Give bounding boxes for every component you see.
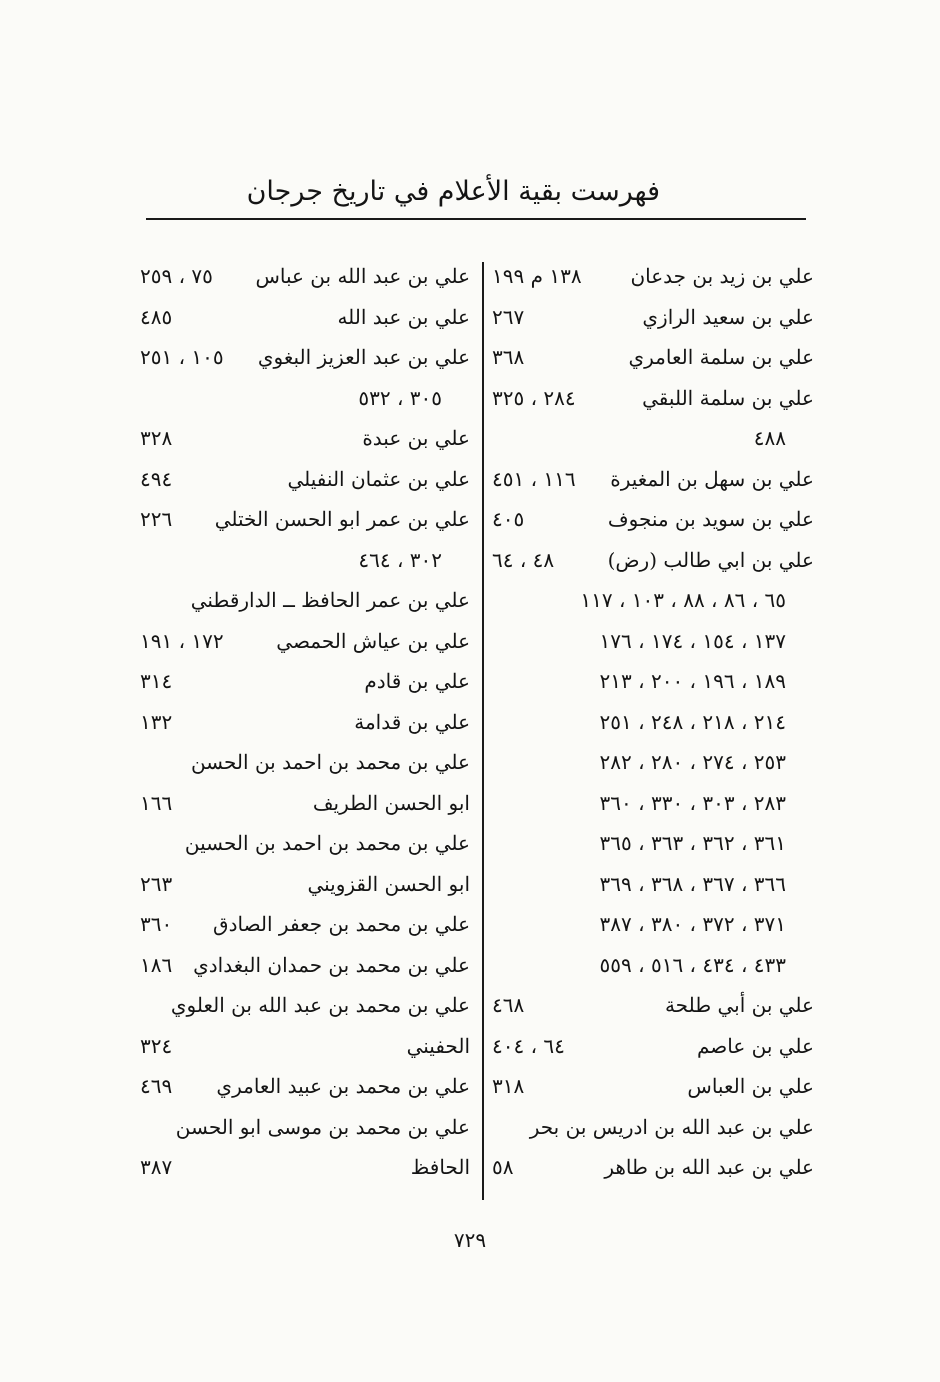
entry-name: ابو الحسن القزويني	[307, 871, 470, 896]
index-entry	[140, 661, 470, 702]
index-entry	[140, 499, 470, 540]
entry-name: علي بن عثمان النفيلي	[287, 466, 470, 491]
entry-name: ٢٥٣ ، ٢٧٤ ، ٢٨٠ ، ٢٨٢	[599, 750, 786, 775]
entry-pages: ٣٦٠	[140, 912, 173, 937]
entry-pages: ٤٠٥	[492, 507, 525, 532]
index-entry	[140, 742, 470, 783]
entry-pages: ١١٦ ، ٤٥١	[492, 466, 576, 491]
index-entry	[140, 540, 470, 581]
entry-pages: ٢٦٣	[140, 871, 173, 896]
entry-name: علي بن عبد الله بن عباس	[255, 264, 470, 289]
entry-pages: ٢٨٤ ، ٣٢٥	[492, 385, 576, 410]
entry-name: الحافظ	[410, 1155, 470, 1180]
entry-name: علي بن سلمة اللبقي	[642, 385, 814, 410]
index-entry	[140, 1026, 470, 1067]
entry-name: ١٨٩ ، ١٩٦ ، ٢٠٠ ، ٢١٣	[599, 669, 786, 694]
entry-name: علي بن محمد بن احمد بن الحسين	[184, 831, 470, 856]
entry-name: علي بن عبد الله بن ادريس بن بحر	[529, 1114, 814, 1139]
entry-name: علي بن محمد بن عبد الله بن العلوي	[170, 993, 470, 1018]
index-entry	[492, 1066, 814, 1107]
entry-pages: ٣٦٨	[492, 345, 525, 370]
index-entry	[492, 580, 814, 621]
entry-pages: ٧٥ ، ٢٥٩	[140, 264, 213, 289]
index-entry	[492, 661, 814, 702]
entry-name: علي بن محمد بن عبيد العامري	[216, 1074, 470, 1099]
entry-pages: ٦٤ ، ٤٠٤	[492, 1033, 565, 1058]
entry-name: علي بن سويد بن منجوف	[607, 507, 814, 532]
entry-name: علي بن عبد الله بن طاهر	[604, 1155, 814, 1180]
entry-name: علي بن قادم	[364, 669, 470, 694]
index-entry	[492, 1147, 814, 1188]
entry-name: ١٣٧ ، ١٥٤ ، ١٧٤ ، ١٧٦	[599, 628, 786, 653]
index-entry	[140, 378, 470, 419]
entry-name: ٣٠٥ ، ٥٣٢	[358, 385, 442, 410]
index-entry	[492, 864, 814, 905]
index-entry	[492, 540, 814, 581]
index-entry	[492, 945, 814, 986]
index-entry	[140, 1107, 470, 1148]
entry-name: ابو الحسن الطريف	[312, 790, 470, 815]
column-divider	[482, 262, 484, 1200]
entry-pages: ٣١٨	[492, 1074, 525, 1099]
index-entry	[140, 297, 470, 338]
page-title: فهرست بقية الأعلام في تاريخ جرجان	[246, 176, 660, 207]
index-column-left	[140, 256, 470, 1188]
entry-name: علي بن زيد بن جدعان	[630, 264, 814, 289]
entry-name: علي بن قدامة	[354, 709, 470, 734]
index-entry	[140, 459, 470, 500]
entry-name: علي بن عبدة	[362, 426, 470, 451]
entry-name: ٦٥ ، ٨٦ ، ٨٨ ، ١٠٣ ، ١١٧	[580, 588, 786, 613]
entry-name: ٢١٤ ، ٢١٨ ، ٢٤٨ ، ٢٥١	[599, 709, 786, 734]
index-entry	[492, 297, 814, 338]
index-entry	[140, 418, 470, 459]
entry-name: علي بن عبد العزيز البغوي	[257, 345, 470, 370]
index-entry	[492, 256, 814, 297]
index-entry	[492, 985, 814, 1026]
entry-pages: ٤٦٨	[492, 993, 525, 1018]
entry-pages: ٣٨٧	[140, 1155, 173, 1180]
index-entry	[140, 945, 470, 986]
page-number: ٧٢٩	[453, 1228, 487, 1252]
entry-pages: ٣٢٤	[140, 1033, 173, 1058]
index-entry	[140, 1147, 470, 1188]
entry-pages: ١٨٦	[140, 952, 173, 977]
entry-pages: ٤٩٤	[140, 466, 173, 491]
entry-name: علي بن سهل بن المغيرة	[610, 466, 814, 491]
entry-name: علي بن محمد بن حمدان البغدادي	[193, 952, 470, 977]
entry-name: ٣٠٢ ، ٤٦٤	[358, 547, 442, 572]
entry-name: علي بن عمر الحافظ ــ الدارقطني	[190, 588, 470, 613]
index-entry	[492, 1026, 814, 1067]
index-entry	[140, 337, 470, 378]
index-entry	[140, 864, 470, 905]
entry-name: ٤٨٨	[753, 426, 786, 451]
index-entry	[140, 256, 470, 297]
entry-pages: ٢٦٧	[492, 304, 525, 329]
index-entry	[140, 580, 470, 621]
entry-pages: ١٣٨ م ١٩٩	[492, 264, 582, 289]
entry-name: علي بن عياش الحمصي	[276, 628, 470, 653]
entry-pages: ٥٨	[492, 1155, 514, 1180]
entry-name: علي بن عاصم	[696, 1033, 814, 1058]
index-entry	[140, 783, 470, 824]
index-entry	[492, 904, 814, 945]
entry-pages: ٤٨ ، ٦٤	[492, 547, 555, 572]
entry-pages: ١٣٢	[140, 709, 173, 734]
entry-name: ٣٦٦ ، ٣٦٧ ، ٣٦٨ ، ٣٦٩	[599, 871, 786, 896]
index-entry	[492, 499, 814, 540]
entry-name: الحفيني	[406, 1033, 470, 1058]
index-entry	[492, 378, 814, 419]
entry-name: ٣٦١ ، ٣٦٢ ، ٣٦٣ ، ٣٦٥	[599, 831, 786, 856]
index-entry	[492, 621, 814, 662]
entry-pages: ٣٢٨	[140, 426, 173, 451]
index-entry	[492, 418, 814, 459]
entry-pages: ٢٢٦	[140, 507, 173, 532]
entry-name: علي بن ابي طالب (رض)	[607, 547, 814, 572]
entry-name: علي بن سلمة العامري	[628, 345, 814, 370]
index-entry	[492, 702, 814, 743]
entry-name: علي بن محمد بن موسى ابو الحسن	[175, 1114, 470, 1139]
index-entry	[492, 823, 814, 864]
index-entry	[140, 985, 470, 1026]
index-entry	[140, 702, 470, 743]
entry-name: علي بن سعيد الرازي	[642, 304, 814, 329]
entry-pages: ١٦٦	[140, 790, 173, 815]
index-entry	[492, 783, 814, 824]
entry-name: ٣٧١ ، ٣٧٢ ، ٣٨٠ ، ٣٨٧	[599, 912, 786, 937]
entry-name: علي بن أبي طلحة	[664, 993, 814, 1018]
index-entry	[492, 742, 814, 783]
entry-name: علي بن محمد بن احمد بن الحسن	[190, 750, 470, 775]
index-entry	[140, 904, 470, 945]
entry-name: علي بن عمر ابو الحسن الختلي	[214, 507, 470, 532]
entry-name: علي بن عبد الله	[337, 304, 470, 329]
index-column-right	[492, 256, 814, 1188]
entry-pages: ١٠٥ ، ٢٥١	[140, 345, 224, 370]
header-rule	[146, 218, 806, 220]
entry-name: علي بن العباس	[687, 1074, 814, 1099]
index-entry	[492, 1107, 814, 1148]
entry-name: ٤٣٣ ، ٤٣٤ ، ٥١٦ ، ٥٥٩	[599, 952, 786, 977]
entry-pages: ٤٦٩	[140, 1074, 173, 1099]
entry-pages: ٤٨٥	[140, 304, 173, 329]
entry-name: ٢٨٣ ، ٣٠٣ ، ٣٣٠ ، ٣٦٠	[599, 790, 786, 815]
entry-pages: ١٧٢ ، ١٩١	[140, 628, 224, 653]
index-entry	[492, 459, 814, 500]
index-entry	[140, 621, 470, 662]
index-entry	[140, 823, 470, 864]
index-entry	[140, 1066, 470, 1107]
index-entry	[492, 337, 814, 378]
entry-pages: ٣١٤	[140, 669, 173, 694]
entry-name: علي بن محمد بن جعفر الصادق	[213, 912, 470, 937]
